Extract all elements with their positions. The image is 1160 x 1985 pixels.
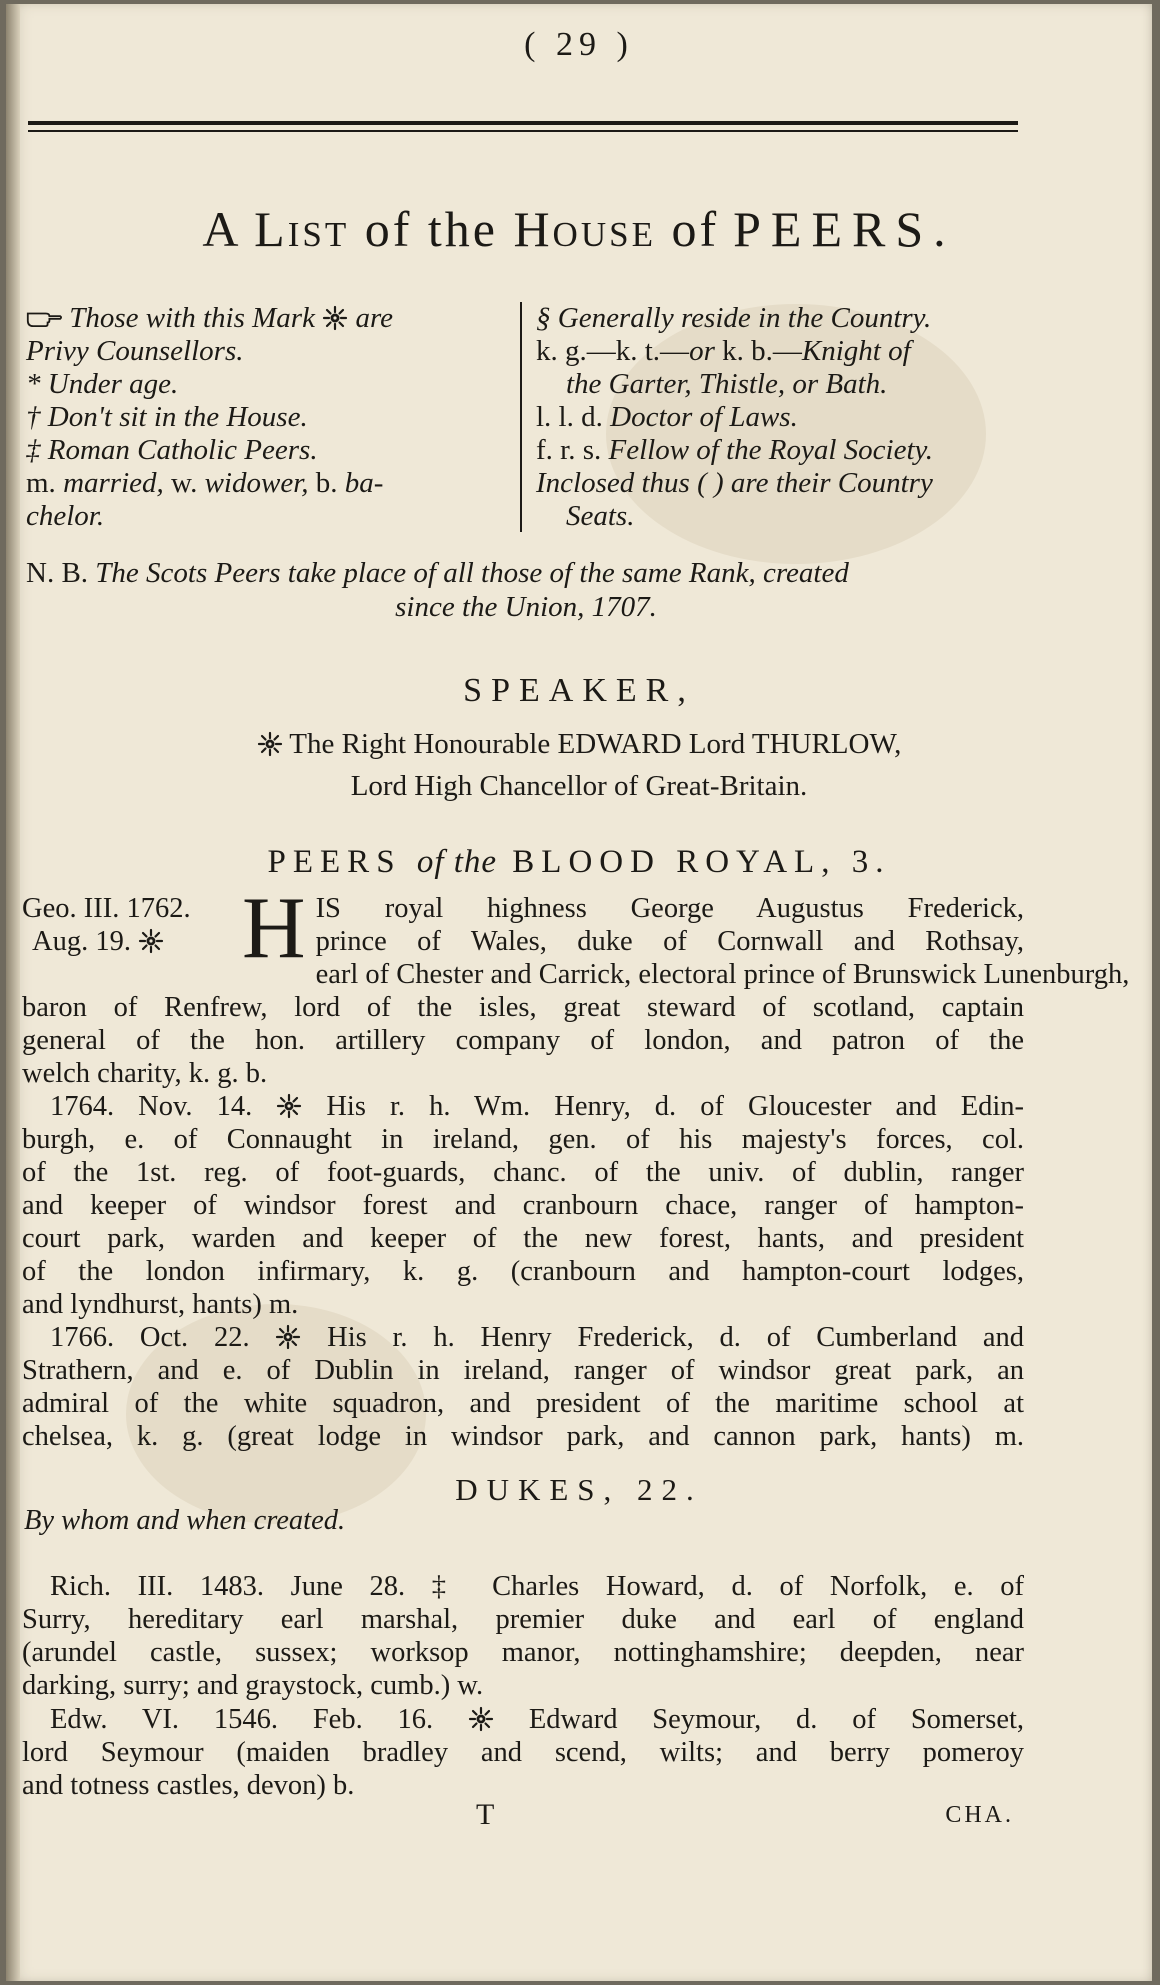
speaker-heading: SPEAKER, — [463, 672, 695, 709]
legend-item: Seats. — [566, 500, 635, 532]
privy-counsellor-mark-icon — [275, 1324, 301, 1350]
legend-item: § Generally reside in the Country. — [536, 302, 932, 334]
legend-item: k. g.—k. t.—or k. b.—Knight of — [536, 335, 911, 367]
legend — [26, 302, 1026, 542]
privy-counsellor-mark-icon — [257, 731, 283, 757]
page-title: A List of the House of PEERS. — [202, 201, 956, 257]
page-gutter — [6, 4, 20, 1981]
speaker-office: Lord High Chancellor of Great-Britain. — [350, 770, 808, 802]
legend-item: the Garter, Thistle, or Bath. — [566, 368, 888, 400]
entry-duke-of-cumberland: 1766. Oct. 22. His r. h. Henry Frederick, d. of Cumberland and Strathern, and e. of Dublin in ireland, ranger of windsor great park, an admiral of the white squadron, and president of the maritime school at chelsea, k. g. (great lodge in windsor park, and cannon park, hants) m. — [22, 1322, 1025, 1452]
legend-right-column — [536, 302, 1036, 533]
signature-mark: T — [476, 1798, 495, 1831]
privy-counsellor-mark-icon — [322, 305, 348, 331]
legend-item: * Under age. — [26, 368, 179, 400]
privy-counsellor-mark-icon — [276, 1093, 302, 1119]
drop-capital: H — [242, 880, 306, 977]
legend-item: Inclosed thus ( ) are their Country — [536, 467, 933, 499]
entry-prince-of-wales: Geo. III. 1762. Aug. 19. H IS royal highness George Augustus Frederick, prince of Wales, duke of Cornwall and Rothsay, earl of Chester and Carrick, electoral prince of Brunswick Lunenburgh, baron of Renfrew, lord of the isles, great steward of scotland, captain general of the hon. artillery company of london, and patron of the welch charity, k. g. b. — [22, 880, 1130, 1089]
page-number: ( 29 ) — [524, 26, 634, 63]
header-rule-thick — [28, 121, 1018, 125]
legend-item: chelor. — [26, 500, 105, 532]
dukes-subheading: By whom and when created. — [24, 1505, 346, 1536]
book-page — [6, 4, 1152, 1981]
legend-item: † Don't sit in the House. — [26, 401, 308, 433]
entry-duke-of-norfolk: Rich. III. 1483. June 28. ‡ Charles Howard, d. of Norfolk, e. of Surry, hereditary earl marshal, premier duke and earl of england (arundel castle, sussex; worksop manor, nottinghamshire; deepden, near darking, surry; and graystock, cumb.) w. — [22, 1571, 1024, 1701]
blood-royal-heading: PEERS of the BLOOD ROYAL, 3. — [267, 844, 891, 880]
dukes-heading: DUKES, 22. — [455, 1472, 703, 1507]
legend-item: f. r. s. Fellow of the Royal Society. — [536, 434, 934, 466]
pointing-hand-icon — [26, 305, 62, 331]
speaker-name: The Right Honourable EDWARD Lord THURLOW, — [6, 728, 1152, 761]
legend-item: Those with this Mark are — [26, 302, 514, 335]
catchword: CHA. — [945, 1802, 1014, 1828]
entry-duke-of-gloucester: 1764. Nov. 14. His r. h. Wm. Henry, d. of Gloucester and Edin- burgh, e. of Connaught in ireland, gen. of his majesty's forces, col. of the 1st. reg. of foot-guards, chanc. of the univ. of dublin, ranger and keeper of windsor forest and cranbourn chace, ranger of hampton- court park, warden and keeper of the new forest, hants, and president of the london infirmary, k. g. (cranbourn and hampton-court lodges, and lyndhurst, hants) m. — [22, 1091, 1025, 1320]
privy-counsellor-mark-icon — [138, 928, 164, 954]
entry-duke-of-somerset: Edw. VI. 1546. Feb. 16. Edward Seymour, d. of Somerset, lord Seymour (maiden bradley and scend, wilts; and berry pomeroy and totness castles, devon) b. — [22, 1704, 1025, 1801]
legend-divider — [520, 302, 522, 532]
legend-item: l. l. d. Doctor of Laws. — [536, 401, 798, 433]
legend-left-column — [26, 302, 514, 533]
legend-item: m. married, w. widower, b. ba- — [26, 467, 384, 499]
legend-item: Privy Counsellors. — [26, 335, 244, 367]
nota-bene: N. B. The Scots Peers take place of all those of the same Rank, created since the Union, 1707. — [26, 557, 849, 623]
privy-counsellor-mark-icon — [468, 1706, 494, 1732]
header-rule-thin — [28, 130, 1018, 132]
legend-item: ‡ Roman Catholic Peers. — [26, 434, 318, 466]
